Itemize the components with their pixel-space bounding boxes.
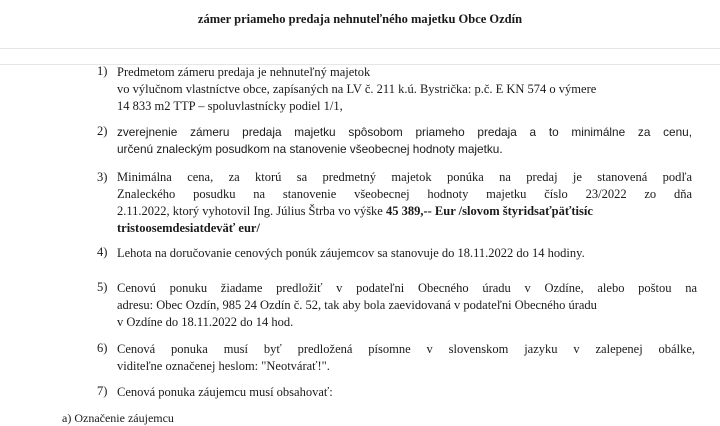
item-line: zverejnenie zámeru predaja majetku spôsobom priameho predaja a to minimálne za cenu, xyxy=(117,125,692,139)
price-words: tristoosemdesiatdeväť eur/ xyxy=(117,221,260,235)
document-title: zámer priameho predaja nehnuteľného majetku Obce Ozdín xyxy=(197,12,523,26)
cut-off-line: a) Označenie záujemcu xyxy=(62,411,174,425)
item-number: 5) xyxy=(97,280,108,294)
item-line: Cenová ponuka záujemcu musí obsahovať: xyxy=(117,385,333,399)
item-line: viditeľne označenej heslom: "Neotvárať!". xyxy=(117,359,330,373)
item-line: určenú znaleckým posudkom na stanovenie všeobecnej hodnoty majetku. xyxy=(117,142,503,156)
scan-line xyxy=(0,48,720,49)
item-number: 7) xyxy=(97,384,108,398)
item-number: 4) xyxy=(97,245,108,259)
item-number: 2) xyxy=(97,124,108,138)
item-line: 14 833 m2 TTP – spoluvlastnícky podiel 1/1, xyxy=(117,99,343,113)
item-line: v Ozdíne do 18.11.2022 do 14 hod. xyxy=(117,315,294,329)
item-line: adresu: Obec Ozdín, 985 24 Ozdín č. 52, tak aby bola zaevidovaná v podateľni Obecného úradu xyxy=(117,298,597,312)
item-line: Minimálna cena, za ktorú sa predmetný majetok ponúka na predaj je stanovená podľa xyxy=(117,170,692,184)
item-line: Lehota na doručovanie cenových ponúk záujemcov sa stanovuje do 18.11.2022 do 14 hodiny. xyxy=(117,246,585,260)
item-line: Predmetom zámeru predaja je nehnuteľný majetok xyxy=(117,65,371,79)
item-line: Cenovú ponuku žiadame predložiť v podateľni Obecného úradu v Ozdíne, alebo poštou na xyxy=(117,281,697,295)
item-line xyxy=(117,203,692,220)
item-number: 1) xyxy=(97,64,108,78)
price-amount: 45 389,-- Eur /slovom štyridsaťpäťtisíc xyxy=(385,204,593,218)
item-line: vo výlučnom vlastníctve obce, zapísaných na LV č. 211 k.ú. Bystrička: p.č. E KN 574 o výmere xyxy=(117,82,597,96)
item-number: 6) xyxy=(97,341,108,355)
item-line xyxy=(117,220,692,237)
item-text: 2.11.2022, ktorý vyhotovil Ing. Július Štrba vo výške xyxy=(117,204,386,218)
item-line: Znaleckého posudku na stanovenie všeobecnej hodnoty majetku číslo 23/2022 zo dňa xyxy=(117,187,692,201)
item-number: 3) xyxy=(97,170,108,184)
item-line: Cenová ponuka musí byť predložená písomne v slovenskom jazyku v zalepenej obálke, xyxy=(117,342,695,356)
